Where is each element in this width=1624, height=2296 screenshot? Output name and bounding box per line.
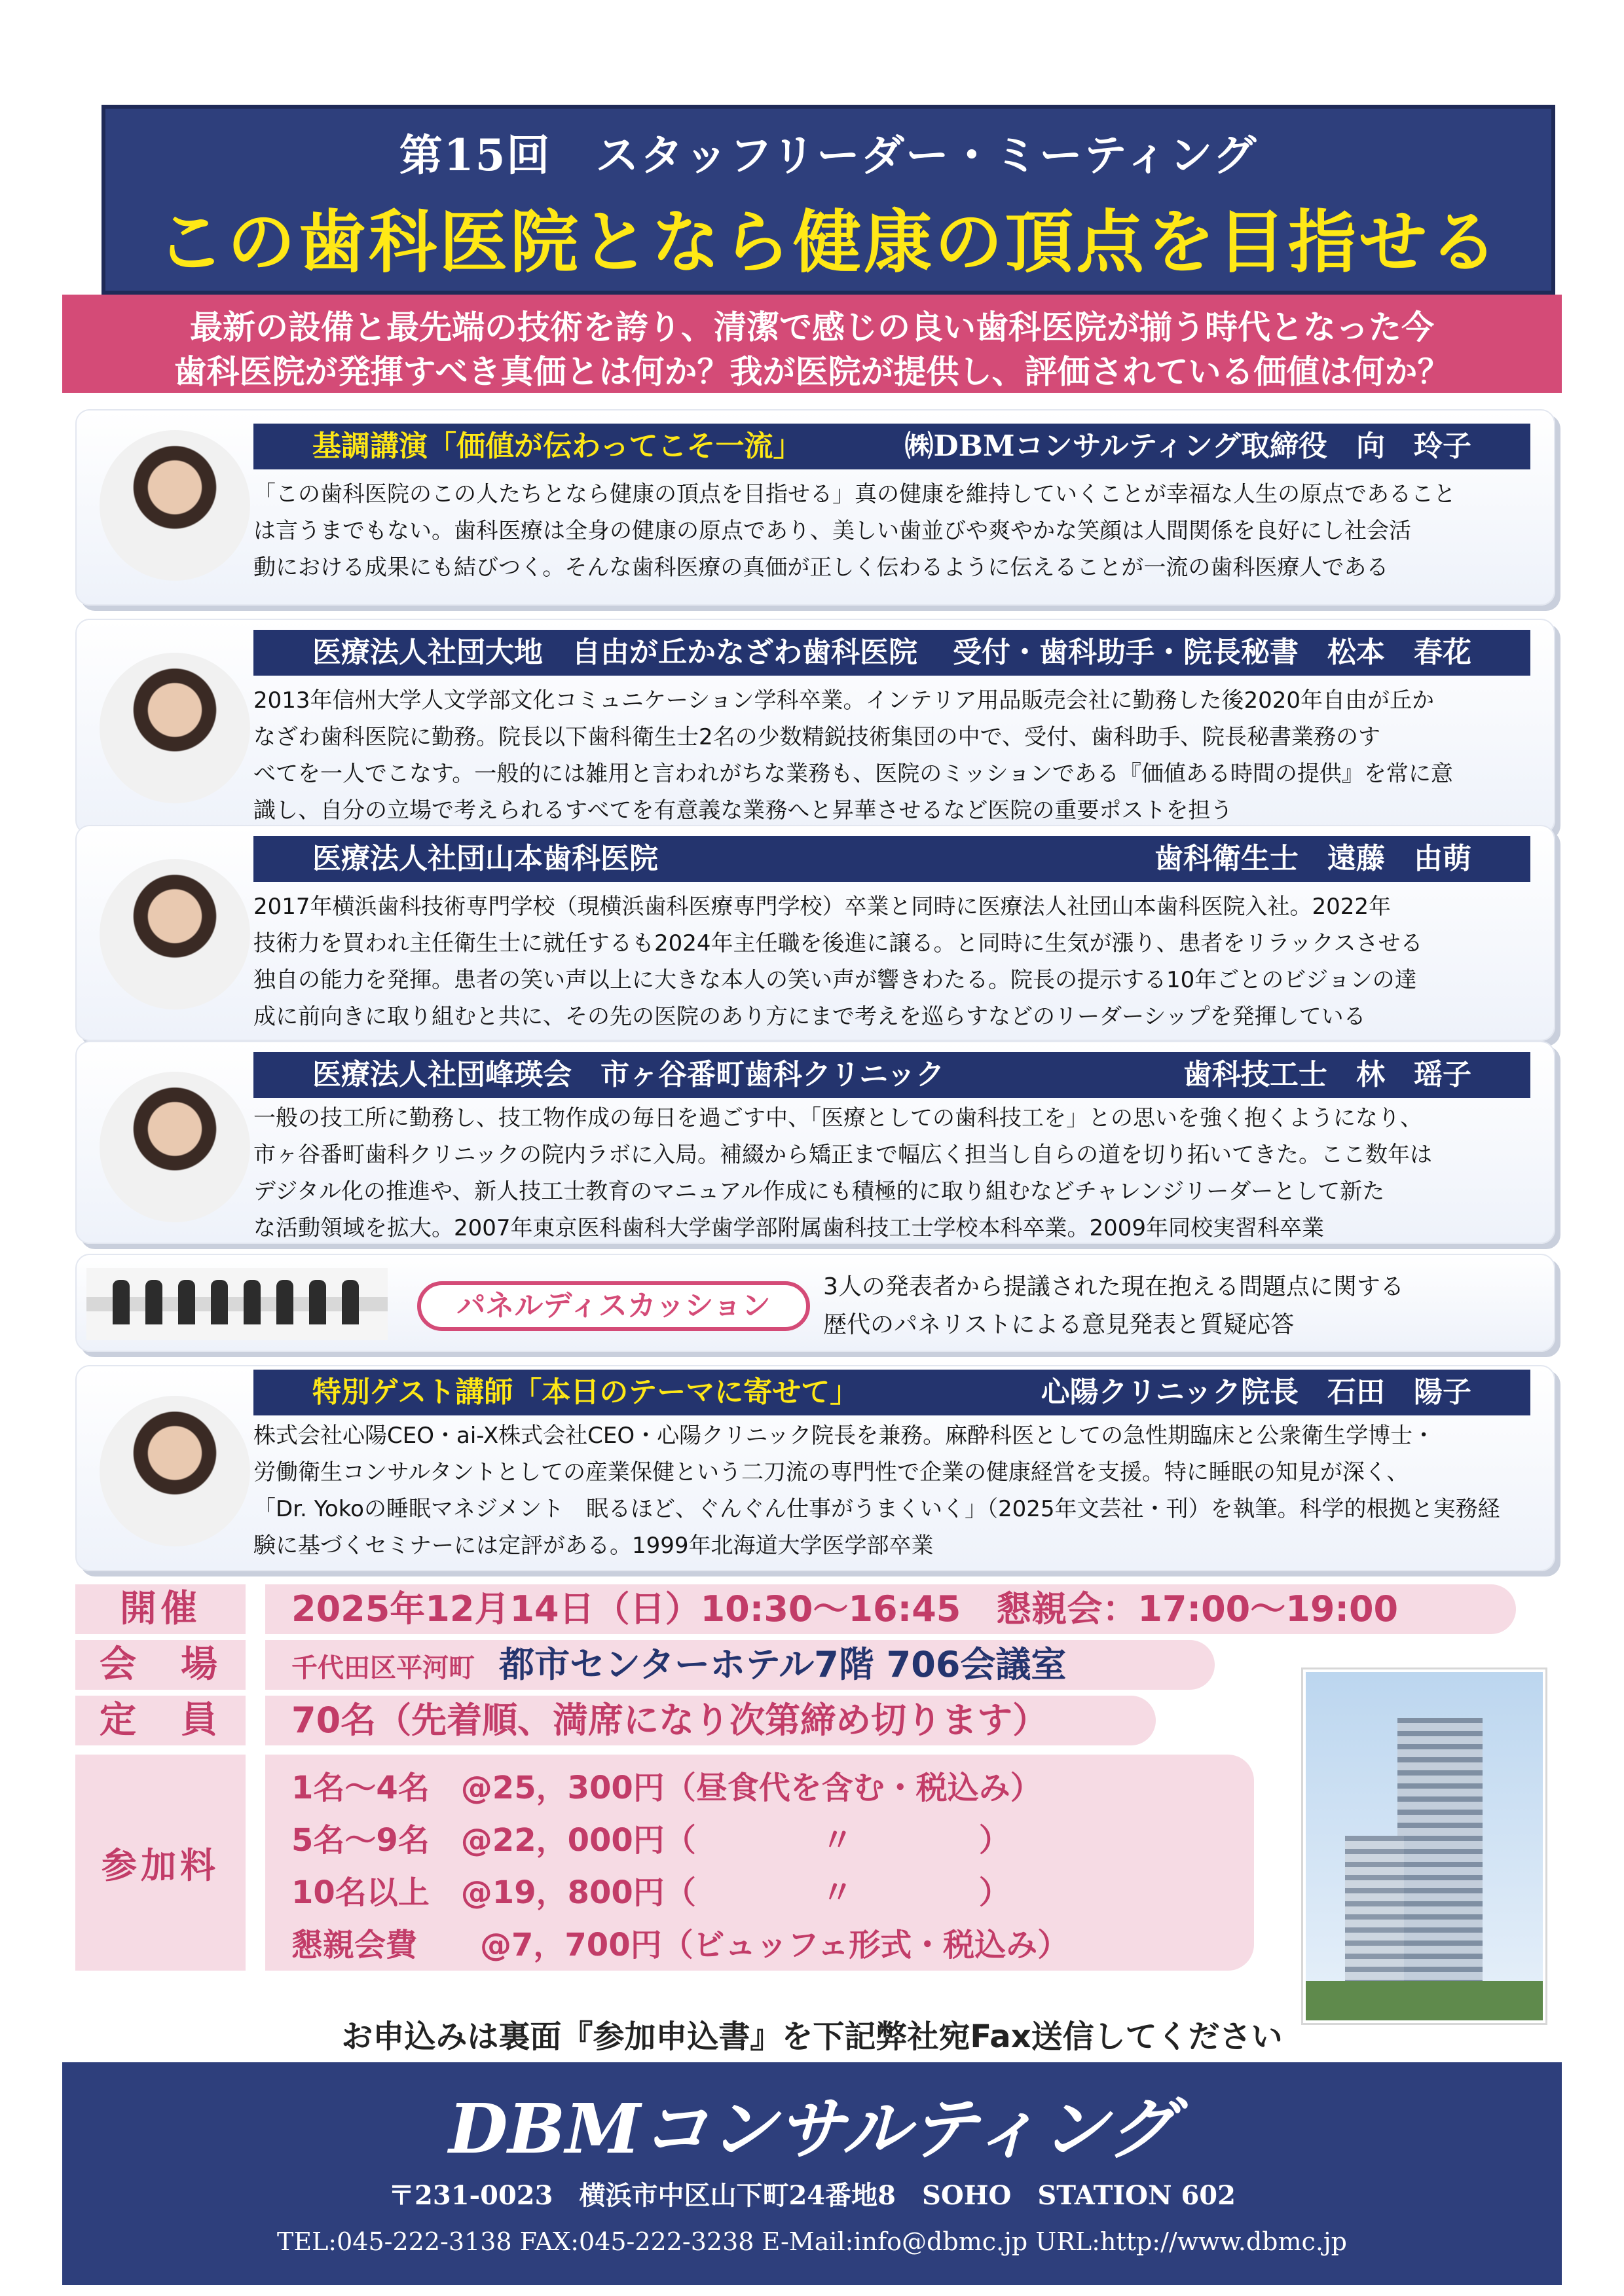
speaker-photo [100, 1396, 250, 1546]
description-line: 動における成果にも結びつく。そんな歯科医療の真価が正しく伝わるように伝えることが一流の歯科医療人である [253, 555, 1389, 581]
fee-table [265, 1755, 1254, 1971]
date-value: 2025年12月14日（日）10:30〜16:45 懇親会：17:00〜19:00 [265, 1584, 1516, 1634]
hotel-building-photo [1303, 1669, 1545, 2023]
venue-area: 千代田区平河町 [291, 1653, 475, 1683]
venue-box [265, 1640, 1215, 1690]
panel-photo [86, 1268, 388, 1340]
panel-line-1: 3人の発表者から提議された現在抱える問題点に関する [823, 1273, 1404, 1300]
description-line: 「Dr. Yokoの睡眠マネジメント 眠るほど、ぐんぐん仕事がうまくいく」（2025年文芸社・刊）を執筆。科学的根拠と実務経 [253, 1496, 1500, 1522]
speaker-heading-bar [253, 1052, 1530, 1098]
guest-speaker-card [75, 1365, 1555, 1571]
description-line: 験に基づくセミナーには定評がある。1999年北海道大学医学部卒業 [253, 1533, 934, 1559]
company-footer [62, 2062, 1562, 2285]
description-line: 識し、自分の立場で考えられるすべてを有意義な業務へと昇華させるなど医院の重要ポストを担う [253, 797, 1233, 824]
venue-label: 会 場 [75, 1640, 246, 1690]
speaker-description [253, 888, 1557, 1035]
speaker-photo [100, 1072, 250, 1222]
speaker-description [253, 1100, 1557, 1247]
speaker-photo [100, 859, 250, 1010]
description-line: なざわ歯科医院に勤務。院長以下歯科衛生士2名の少数精鋭技術集団の中で、受付、歯科助手、院長秘書業務のす [253, 724, 1380, 750]
speaker-card-endo [75, 825, 1555, 1041]
description-line: 労働衛生コンサルタントとしての産業保健という二刀流の専門性で企業の健康経営を支援。特に睡眠の知見が深く、 [253, 1459, 1409, 1485]
fee-row: 懇親会費 @7，700円（ビュッフェ形式・税込み） [291, 1927, 1069, 1963]
speaker-heading: 医療法人社団峰瑛会 市ヶ谷番町歯科クリニック [312, 1058, 945, 1091]
speaker-heading-bar [253, 836, 1530, 882]
speaker-heading: 医療法人社団山本歯科医院 [312, 842, 658, 875]
speaker-photo [100, 653, 250, 803]
intro-banner [62, 295, 1562, 393]
description-line: デジタル化の推進や、新人技工士教育のマニュアル作成にも積極的に取り組むなどチャレンジリーダーとして新た [253, 1178, 1385, 1205]
description-line: べてを一人でこなす。一般的には雑用と言われがちな業務も、医院のミッションである『価値ある時間の提供』を常に意 [253, 761, 1453, 787]
description-line: 市ヶ谷番町歯科クリニックの院内ラボに入局。補綴から矯正まで幅広く担当し自らの道を切り拓いてきた。ここ数年は [253, 1142, 1432, 1168]
speaker-role: 受付・歯科助手・院長秘書 松本 春花 [953, 636, 1471, 669]
speaker-description [253, 682, 1557, 829]
speaker-role: 心陽クリニック院長 石田 陽子 [1041, 1376, 1471, 1409]
panel-line-2: 歴代のパネリストによる意見発表と質疑応答 [823, 1311, 1295, 1338]
description-line: 2013年信州大学人文学部文化コミュニケーション学科卒業。インテリア用品販売会社に勤務した後2020年自由が丘か [253, 687, 1435, 714]
speaker-description [253, 476, 1557, 586]
speaker-heading: 医療法人社団大地 自由が丘かなざわ歯科医院 [312, 636, 917, 669]
description-line: 2017年横浜歯科技術専門学校（現横浜歯科医療専門学校）卒業と同時に医療法人社団山本歯科医院入社。2022年 [253, 894, 1392, 920]
fee-row: 10名以上 @19，800円（ 〃 ） [291, 1874, 1010, 1911]
fee-row: 5名〜9名 @22，000円（ 〃 ） [291, 1822, 1010, 1859]
speaker-card-matsumoto [75, 619, 1555, 835]
panel-discussion [75, 1254, 1555, 1352]
speaker-description [253, 1417, 1557, 1564]
description-line: は言うまでもない。歯科医療は全身の健康の原点であり、美しい歯並びや爽やかな笑顔は人間関係を良好にし社会活 [253, 518, 1411, 544]
intro-line-1: 最新の設備と最先端の技術を誇り、清潔で感じの良い歯科医院が揃う時代となった今 [190, 308, 1434, 346]
company-contact: TEL:045-222-3138 FAX:045-222-3238 E-Mail:info@dbmc.jp URL:http://www.dbmc.jp [276, 2227, 1348, 2256]
speaker-heading-bar [253, 630, 1530, 676]
speaker-heading-bar [253, 424, 1530, 469]
speaker-role: ㈱DBMコンサルティング取締役 向 玲子 [904, 429, 1471, 463]
speaker-role: 歯科技工士 林 瑶子 [1183, 1058, 1471, 1091]
description-line: 一般の技工所に勤務し、技工物作成の毎日を過ごす中、「医療としての歯科技工を」との思いを強く抱くようになり、 [253, 1105, 1422, 1131]
description-line: 「この歯科医院のこの人たちとなら健康の頂点を目指せる」真の健康を維持していくことが幸福な人生の原点であること [253, 481, 1456, 507]
main-title: この歯科医院となら健康の頂点を目指せる [156, 202, 1500, 282]
venue-value: 都市センターホテル7階 706会議室 [499, 1644, 1067, 1685]
description-line: 株式会社心陽CEO・ai-X株式会社CEO・心陽クリニック院長を兼務。麻酔科医としての急性期臨床と公衆衛生学博士・ [253, 1423, 1435, 1449]
meeting-title: 第15回 スタッフリーダー・ミーティング [399, 130, 1258, 181]
fee-row: 1名〜4名 @25，300円（昼食代を含む・税込み） [291, 1770, 1042, 1806]
event-header [101, 105, 1555, 295]
panel-label: パネルディスカッション [417, 1281, 810, 1331]
description-line: 技術力を買われ主任衛生士に就任するも2024年主任職を後進に譲る。と同時に生気が漲り、患者をリラックスさせる [253, 930, 1423, 957]
capacity-label: 定 員 [75, 1696, 246, 1745]
company-name: DBMコンサルティング [449, 2088, 1175, 2169]
speaker-photo [100, 430, 250, 581]
fee-label: 参加料 [75, 1755, 246, 1971]
date-label: 開催 [75, 1584, 246, 1634]
company-address: 〒231-0023 横浜市中区山下町24番地8 SOHO STATION 602 [388, 2180, 1236, 2211]
speaker-card-hayashi [75, 1041, 1555, 1244]
apply-note: お申込みは裏面『参加申込書』を下記弊社宛Fax送信してください [341, 2018, 1283, 2055]
description-line: 独自の能力を発揮。患者の笑い声以上に大きな本人の笑い声が響きわたる。院長の提示する10年ごとのビジョンの達 [253, 967, 1417, 993]
speaker-card-keynote [75, 409, 1555, 606]
description-line: 成に前向きに取り組むと共に、その先の医院のあり方にまで考えを巡らすなどのリーダーシップを発揮している [253, 1004, 1366, 1030]
speaker-role: 歯科衛生士 遠藤 由萌 [1154, 842, 1471, 875]
speaker-heading: 特別ゲスト講師「本日のテーマに寄せて」 [312, 1376, 859, 1409]
capacity-value: 70名（先着順、満席になり次第締め切ります） [265, 1696, 1156, 1745]
description-line: な活動領域を拡大。2007年東京医科歯科大学歯学部附属歯科技工士学校本科卒業。2009年同校実習科卒業 [253, 1215, 1325, 1241]
speaker-heading: 基調講演「価値が伝わってこそ一流」 [312, 429, 802, 463]
speaker-heading-bar [253, 1370, 1530, 1415]
intro-line-2: 歯科医院が発揮すべき真価とは何か？我が医院が提供し、評価されている価値は何か？ [174, 353, 1450, 391]
